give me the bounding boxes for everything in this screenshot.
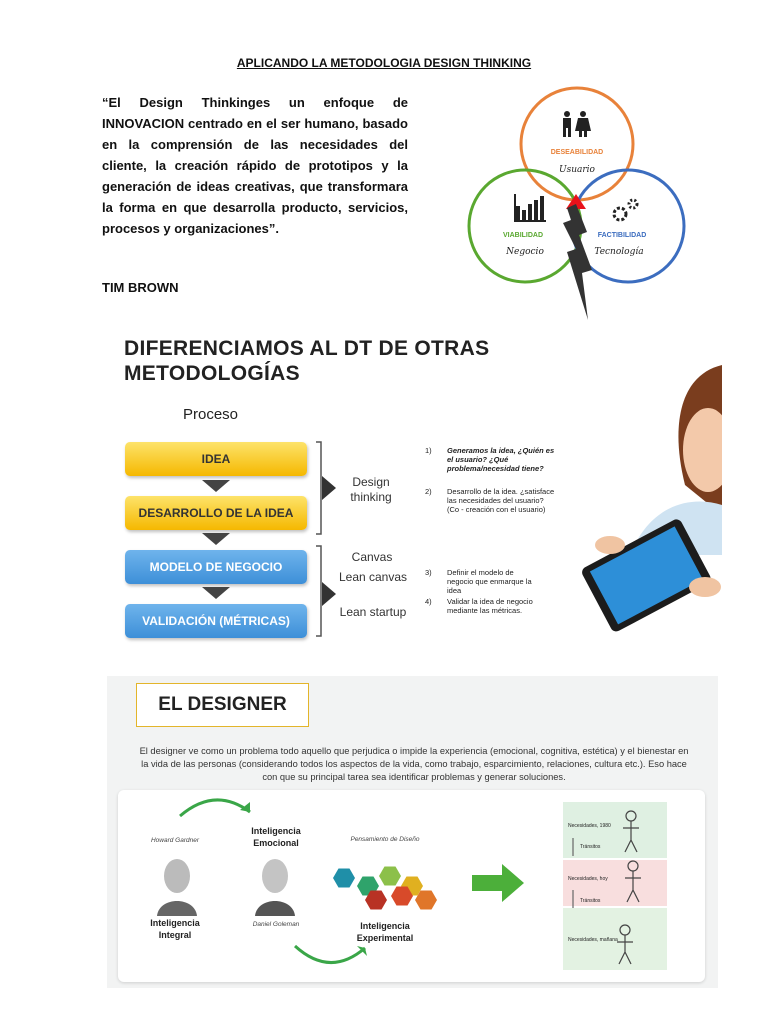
section2-title xyxy=(124,336,489,386)
feasibility-label: FACTIBILIDAD xyxy=(597,232,647,239)
step-idea: IDEA xyxy=(125,442,307,476)
viability-label: VIABILIDAD xyxy=(502,232,544,239)
green-right-arrow xyxy=(472,864,526,902)
section2-title-line2: METODOLOGÍAS xyxy=(124,362,300,385)
down-arrow xyxy=(202,587,230,599)
note-number: 3) xyxy=(425,568,432,577)
necesidades-manana-label: Necesidades, mañana xyxy=(568,937,618,943)
hexagon-cluster xyxy=(332,864,442,914)
hand-shape xyxy=(595,536,625,554)
stick-figures xyxy=(563,802,667,972)
down-arrow xyxy=(202,533,230,545)
bracket-arrow-top xyxy=(322,476,336,500)
lean-canvas-label: Lean canvas xyxy=(338,570,408,584)
note-3 xyxy=(425,568,542,595)
quote-author: TIM BROWN xyxy=(102,280,179,295)
viability-circle xyxy=(469,170,581,282)
bar-chart-icon xyxy=(514,194,546,222)
desirability-circle xyxy=(521,88,633,200)
note-text: Validar la idea de negocio mediante las métricas. xyxy=(447,597,533,615)
bracket-top xyxy=(316,442,321,534)
note-number: 1) xyxy=(425,446,432,455)
hexagon xyxy=(379,867,401,886)
bracket-arrow-bottom xyxy=(322,582,336,606)
transitos-1-label: Tránsitos xyxy=(580,844,601,850)
note-text: Definir el modelo de negocio que enmarque la idea xyxy=(447,568,532,595)
top-curved-arrow xyxy=(170,790,260,820)
note-text: Desarrollo de la idea. ¿satisface las necesidades del usuario? (Co - creación con el usuario) xyxy=(447,487,555,514)
document-title: APLICANDO LA METODOLOGIA DESIGN THINKING xyxy=(236,56,532,70)
designer-description: El designer ve como un problema todo aquello que perjudica o impide la experiencia (emocional, cognitiva, estética) y el bienestar en la vida de las personas (considerando todos los aspectos de la vida, como trabajo, esparcimiento, relaciones, cultura etc.). Eso hace con que su principal tarea sea identificar problemas y generar soluciones. xyxy=(139,746,689,782)
designer-title: EL DESIGNER xyxy=(136,683,309,727)
inteligencia-emocional-label: Inteligencia Emocional xyxy=(251,826,301,848)
note-text: Generamos la idea, ¿Quién es el usuario? ¿Qué problema/necesidad tiene? xyxy=(447,446,555,473)
daniel-goleman-caption: Daniel Goleman xyxy=(252,921,300,928)
section2-title-line1: DIFERENCIAMOS AL DT DE OTRAS xyxy=(124,337,490,360)
gears-icon xyxy=(614,200,637,220)
down-arrow xyxy=(202,480,230,492)
hand-shape xyxy=(689,577,721,597)
canvas-label: Canvas xyxy=(351,550,393,564)
design-thinking-label: Design thinking xyxy=(350,475,392,504)
daniel-goleman-portrait xyxy=(253,852,297,916)
proceso-heading: Proceso xyxy=(183,406,239,423)
people-icon xyxy=(563,111,591,137)
woman-with-tablet-image xyxy=(570,365,722,640)
step-desarrollo: DESARROLLO DE LA IDEA xyxy=(125,496,307,530)
necesidades-1980-label: Necesidades, 1980 xyxy=(568,823,611,829)
pensamiento-diseno-caption: Pensamiento de Diseño xyxy=(350,836,420,843)
transitos-2-label: Tránsitos xyxy=(580,898,601,904)
inteligencia-experimental-label: Inteligencia Experimental xyxy=(356,921,414,943)
step-modelo-negocio: MODELO DE NEGOCIO xyxy=(125,550,307,584)
design-thinking-venn-diagram xyxy=(455,82,700,327)
step-validacion: VALIDACIÓN (MÉTRICAS) xyxy=(125,604,307,638)
note-number: 4) xyxy=(425,597,432,606)
note-4 xyxy=(425,597,547,615)
viability-sub: Negocio xyxy=(506,247,544,257)
tim-brown-quote: “El Design Thinkinges un enfoque de INNOVACION centrado en el ser humano, basado en la comprensión de las necesidades del cliente, la creación rápido de prototipos y la generación de ideas creativas, que transformara la forma en que desarrolla producto, servicios, procesos y organizaciones”. xyxy=(102,95,408,236)
feasibility-sub: Tecnología xyxy=(594,247,644,257)
hexagon xyxy=(333,869,355,888)
desirability-label: DESEABILIDAD xyxy=(550,149,604,156)
note-2 xyxy=(425,487,557,514)
inteligencia-integral-label: Inteligencia Integral xyxy=(150,918,200,940)
howard-gardner-caption: Howard Gardner xyxy=(150,837,200,844)
bracket-bottom xyxy=(316,546,321,636)
note-number: 2) xyxy=(425,487,432,496)
necesidades-hoy-label: Necesidades, hoy xyxy=(568,876,608,882)
lean-startup-label: Lean startup xyxy=(339,605,407,619)
howard-gardner-portrait xyxy=(155,852,199,916)
desirability-sub: Usuario xyxy=(559,165,595,175)
bottom-curved-arrow xyxy=(285,940,375,974)
note-1 xyxy=(425,446,557,473)
